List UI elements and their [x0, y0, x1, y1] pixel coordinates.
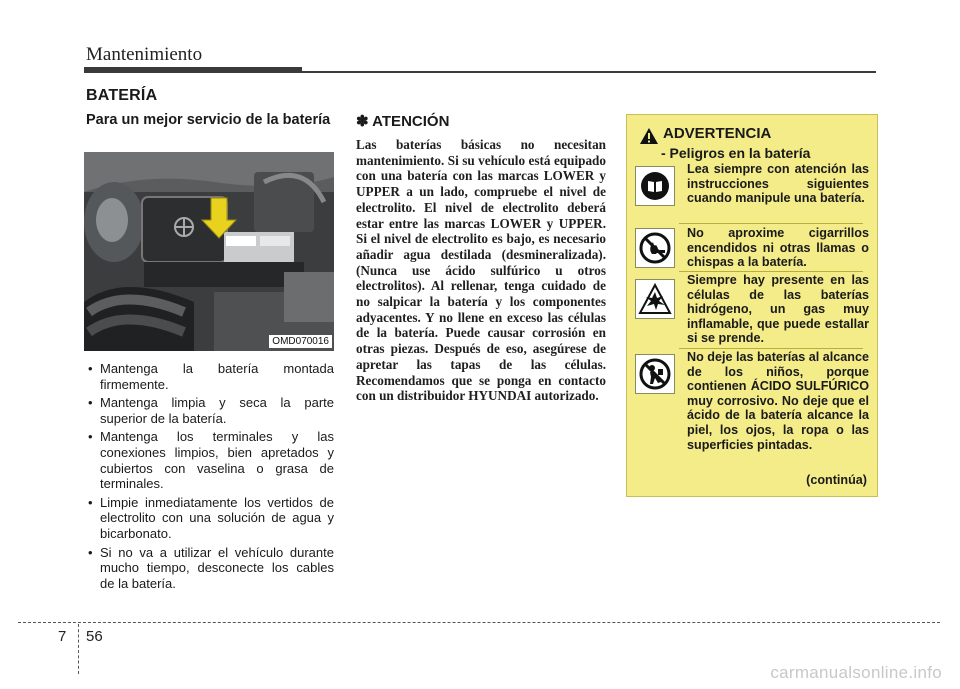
footer-divider: [78, 624, 79, 674]
warning-box: [626, 114, 878, 497]
watermark: carmanualsonline.info: [770, 663, 942, 682]
list-item: • Mantenga limpia y seca la parte superior de la batería.: [86, 395, 334, 426]
no-smoking-flame-icon: [635, 228, 675, 268]
battery-photo: [84, 152, 334, 351]
chapter-number: 7: [58, 628, 67, 645]
header-rule: [302, 71, 876, 73]
section-title: BATERÍA: [86, 87, 158, 104]
warning-text: No aproxime cigarrillos encendidos ni otras llamas o chispas a la batería.: [687, 226, 869, 270]
warning-divider: [679, 348, 863, 349]
warning-divider: [679, 271, 863, 272]
list-item: • Mantenga la batería montada firmemente.: [86, 361, 334, 392]
attention-body: Las baterías básicas no necesitan mantenimiento. Si su vehículo está equipado con una batería con las marcas LOWER y UPPER a un lado, compruebe el nivel de electrolito. El nivel de electrolito deberá estar entre las marcas LOWER y UPPER. Si el nivel de electrolito es bajo, es necesario añadir agua destilada (desmineralizada). (Nunca use ácido sulfúrico u otros electrolitos). Al rellenar, tenga cuidado de no salpicar la batería y los componentes adyacentes. Y no llene en exceso las células de la batería. Puede causar corrosión en otras piezas. Después de eso, asegúrese de apretar las tapas de las células. Recomendamos que se ponga en contacto con un distribuidor HYUNDAI autorizado.: [356, 137, 606, 404]
list-item: • Si no va a utilizar el vehículo durante mucho tiempo, desconecte los cables de la batería.: [86, 545, 334, 592]
keep-away-children-icon: [635, 354, 675, 394]
header-title: Mantenimiento: [86, 44, 203, 65]
warning-triangle-icon: [639, 127, 659, 145]
maintenance-bullets: [86, 361, 334, 594]
warning-divider: [679, 223, 863, 224]
warning-title: ADVERTENCIA: [663, 125, 772, 142]
header-bar: [84, 67, 302, 73]
list-item: • Limpie inmediatamente los vertidos de electrolito con una solución de agua y bicarbonato.: [86, 495, 334, 542]
footer-rule: [18, 622, 940, 623]
left-heading: Para un mejor servicio de la batería: [86, 112, 331, 128]
list-item: • Mantenga los terminales y las conexiones limpios, bien apretados y cubiertos con vaselina o grasa de terminales.: [86, 429, 334, 491]
photo-code: OMD070016: [269, 335, 332, 348]
continued-label: (continúa): [806, 473, 867, 487]
warning-text: No deje las baterías al alcance de los niños, porque contienen ÁCIDO SULFÚRICO muy corrosivo. No deje que el ácido de la batería alcance la piel, los ojos, la ropa o las superficies pintadas.: [687, 350, 870, 452]
attention-heading: ✽ ATENCIÓN: [356, 113, 450, 130]
warning-text: Siempre hay presente en las células de las baterías hidrógeno, un gas muy inflamable, que puede estallar si se prende.: [687, 273, 869, 346]
warning-subtitle: - Peligros en la batería: [661, 145, 811, 161]
page-number: 56: [86, 628, 103, 645]
manual-book-icon: [635, 166, 675, 206]
warning-text: Lea siempre con atención las instrucciones siguientes cuando manipule una batería.: [687, 162, 869, 206]
engine-bay-illustration: [84, 152, 334, 351]
explosion-hazard-icon: [635, 279, 675, 319]
